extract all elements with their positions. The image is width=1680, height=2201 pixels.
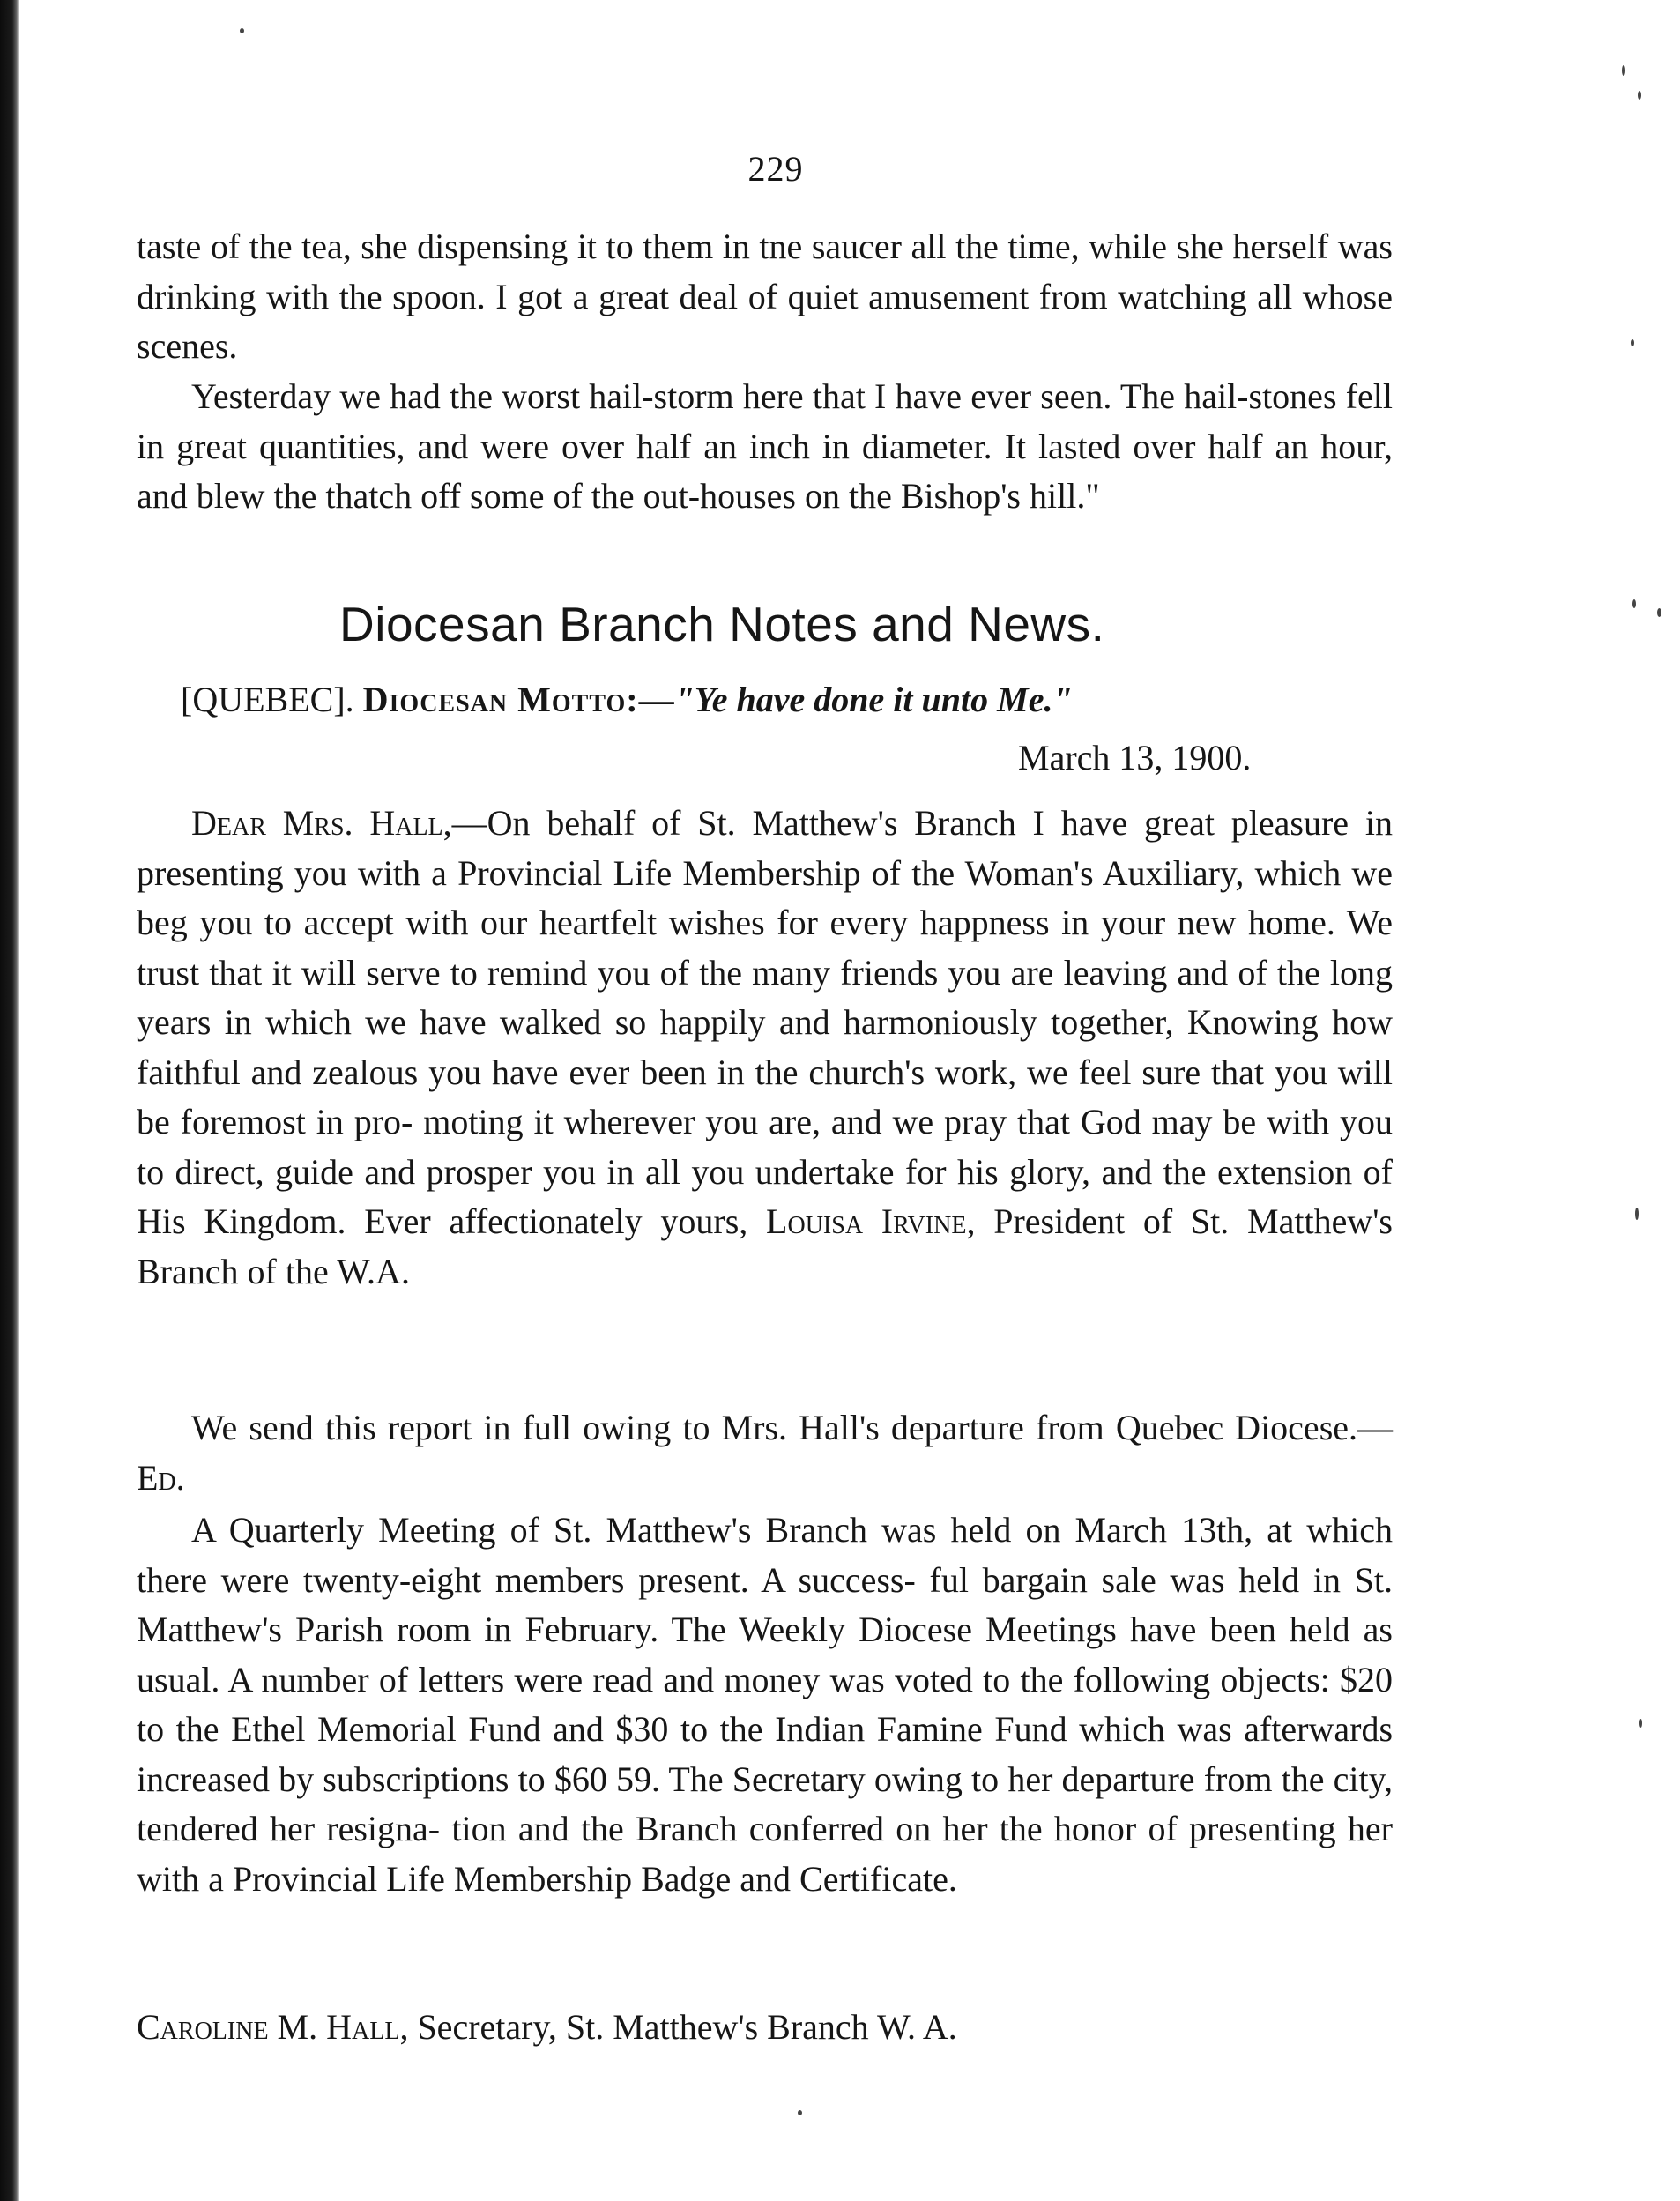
text-line: Quebec Diocese.— xyxy=(1115,1408,1394,1447)
page-number: 229 xyxy=(747,149,804,189)
text-line: of the Woman's Auxiliary, which we beg you to accept with our xyxy=(137,852,1394,942)
text-line: it will serve to remind you of the many friends you are leaving and of xyxy=(271,952,1267,993)
continuation-paragraph xyxy=(137,222,1393,372)
text-line: Yesterday we had the worst hail-storm here that I have ever seen. xyxy=(191,376,1112,416)
diocese-name: [QUEBEC]. xyxy=(181,680,354,719)
text-line: the church's work, we feel sure that you will be foremost in pro- xyxy=(137,1052,1393,1141)
motto-text: "Ye have done it unto Me." xyxy=(674,680,1073,719)
diocesan-motto xyxy=(181,679,1073,720)
scan-speck xyxy=(240,28,244,33)
page-binding-edge xyxy=(0,0,19,2201)
text-line: —On behalf of St. Matthew's Branch I have xyxy=(451,803,1128,843)
text-line: with a Provincial Life Membership Badge and Certificate. xyxy=(137,1858,957,1899)
letter-signer: Louisa Irvine xyxy=(766,1201,967,1241)
scan-speck xyxy=(1638,91,1641,100)
text-line: the long years in which we have walked so happily and harmoniously xyxy=(137,952,1394,1042)
letter-date: March 13, 1900. xyxy=(1018,738,1252,777)
text-line: together, Knowing how faithful and zealous you have ever been in xyxy=(137,1002,1393,1092)
signature-name: Caroline M. Hall xyxy=(137,2007,400,2047)
text-line: and the extension of His Kingdom. Ever affectionately yours, xyxy=(137,1151,1394,1241)
text-line: heartfelt wishes for every happness in your new home. We trust that xyxy=(137,903,1394,993)
section-heading: Diocesan Branch Notes and News. xyxy=(339,597,1105,651)
text-line: of the out-houses on the Bishop's hill." xyxy=(553,476,1100,516)
text-line: to direct, guide and prosper you in all you undertake for his glory, xyxy=(137,1151,1090,1192)
secretary-signature xyxy=(137,2003,1393,2053)
scan-speck xyxy=(798,2110,802,2115)
scan-speck xyxy=(1622,65,1625,76)
text-line: quiet amusement from watching all whose scenes. xyxy=(137,276,1393,366)
text-line: tion and the Branch conferred on her the honor of presenting her xyxy=(451,1809,1394,1848)
text-line: ful bargain sale was held in St. Matthew's Parish room in February. xyxy=(137,1559,1393,1649)
text-line: great pleasure in presenting you with a Provincial Life Membership xyxy=(137,803,1393,893)
text-line: $20 to the Ethel Memorial Fund and $30 to the Indian Famine Fund xyxy=(137,1659,1394,1749)
text-line: The Weekly Diocese Meetings have been held as usual. A number xyxy=(137,1610,1393,1699)
motto-label: Diocesan Motto:— xyxy=(362,680,675,719)
text-line: moting it wherever you are, and we pray that God may be with you xyxy=(423,1102,1393,1141)
text-line: A Quarterly Meeting of St. Matthew's Branch was held on March xyxy=(191,1510,1167,1550)
letter-paragraph xyxy=(137,799,1393,1297)
editor-note-paragraph xyxy=(137,1403,1393,1503)
scan-speck xyxy=(1635,1208,1639,1220)
editor-abbreviation: Ed. xyxy=(137,1457,185,1498)
text-line: The hail-stones fell in great quantities, and were over half an inch in xyxy=(137,376,1393,466)
text-line: We send this report in full owing to Mrs. Hall's departure from xyxy=(191,1408,1104,1447)
text-line: 13th, at which there were twenty-eight members present. A success- xyxy=(137,1510,1394,1600)
text-line: Secretary owing to her departure from the city, tendered her resigna- xyxy=(137,1759,1393,1848)
text-line: while she herself was drinking with the spoon. I got a great deal of xyxy=(137,227,1393,316)
scan-speck xyxy=(1657,608,1661,617)
text-line: diameter. It lasted over half an hour, and blew the thatch off some xyxy=(137,426,1394,516)
scan-speck xyxy=(1639,1719,1642,1728)
text-line: taste of the tea, she dispensing it to them in tne saucer all the time, xyxy=(137,227,1080,266)
hailstorm-paragraph xyxy=(137,372,1393,522)
letter-salutation: Dear Mrs. Hall, xyxy=(191,803,452,843)
text-line: of letters were read and money was voted to the following objects: xyxy=(378,1659,1330,1699)
signer-title: , President of St. Matthew's Branch of the W.A. xyxy=(137,1201,1394,1291)
signature-title: , Secretary, St. Matthew's Branch W. A. xyxy=(399,2007,957,2047)
text-line: which was afterwards increased by subscriptions to $60 59. The xyxy=(137,1709,1394,1799)
scan-speck xyxy=(1631,339,1634,346)
scan-speck xyxy=(1632,599,1636,608)
report-paragraph xyxy=(137,1506,1393,1904)
